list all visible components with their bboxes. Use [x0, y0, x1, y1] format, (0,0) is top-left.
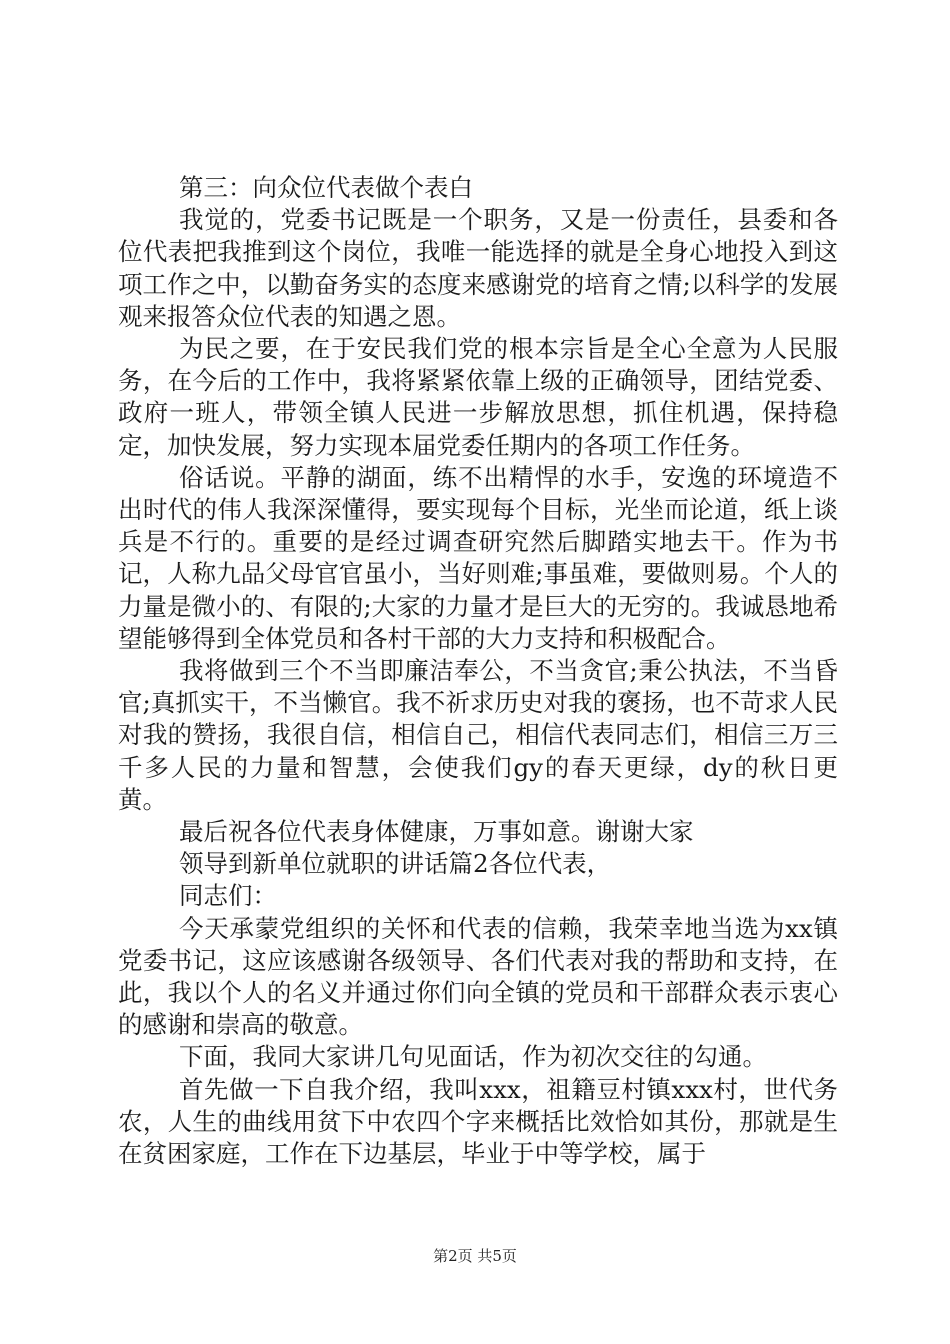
paragraph: 我将做到三个不当即廉洁奉公，不当贪官;秉公执法，不当昏官;真抓实干，不当懒官。我不祈求历史对我的褒扬，也不苛求人民对我的赞扬，我很自信，相信自己，相信代表同志们，相信三万三千多人民的力量和智慧，会使我们gy的春天更绿，dy的秋日更黄。	[118, 656, 838, 814]
paragraph-heading: 第三：向众位代表做个表白	[179, 173, 473, 202]
paragraph: 今天承蒙党组织的关怀和代表的信赖，我荣幸地当选为xx镇党委书记，这应该感谢各级领导、各们代表对我的帮助和支持，在此，我以个人的名义并通过你们向全镇的党员和干部群众表示衷心的感谢和崇高的敬意。	[118, 913, 838, 1040]
paragraph: 下面，我同大家讲几句见面话，作为初次交往的勾通。	[179, 1042, 767, 1072]
paragraph: 首先做一下自我介绍，我叫xxx，祖籍豆村镇xxx村，世代务农，人生的曲线用贫下中农四个字来概括比效恰如其份，那就是生在贫困家庭，工作在下边基层，毕业于中等学校，属于	[118, 1074, 838, 1169]
paragraph: 俗话说。平静的湖面，练不出精悍的水手，安逸的环境造不出时代的伟人我深深懂得，要实现每个目标，光坐而论道，纸上谈兵是不行的。重要的是经过调查研究然后脚踏实地去干。作为书记，人称九品父母官官虽小，当好则难;事虽难，要做则易。个人的力量是微小的、有限的;大家的力量才是巨大的无穷的。我诚恳地希望能够得到全体党员和各村干部的大力支持和积极配合。	[118, 462, 838, 653]
paragraph: 我觉的，党委书记既是一个职务，又是一份责任，县委和各位代表把我推到这个岗位，我唯一能选择的就是全身心地投入到这项工作之中，以勤奋务实的态度来感谢党的培育之情;以科学的发展观来报答众位代表的知遇之恩。	[118, 205, 838, 331]
paragraph: 最后祝各位代表身体健康，万事如意。谢谢大家	[179, 817, 694, 847]
paragraph: 同志们：	[179, 881, 277, 911]
page-footer: 第2页 共5页	[433, 1247, 517, 1265]
document-body	[118, 172, 838, 1170]
paragraph: 领导到新单位就职的讲话篇2各位代表，	[179, 849, 612, 879]
paragraph: 为民之要，在于安民我们党的根本宗旨是全心全意为人民服务，在今后的工作中，我将紧紧依靠上级的正确领导，团结党委、政府一班人，带领全镇人民进一步解放思想，抓住机遇，保持稳定，加快发展，努力实现本届党委任期内的各项工作任务。	[118, 334, 838, 460]
